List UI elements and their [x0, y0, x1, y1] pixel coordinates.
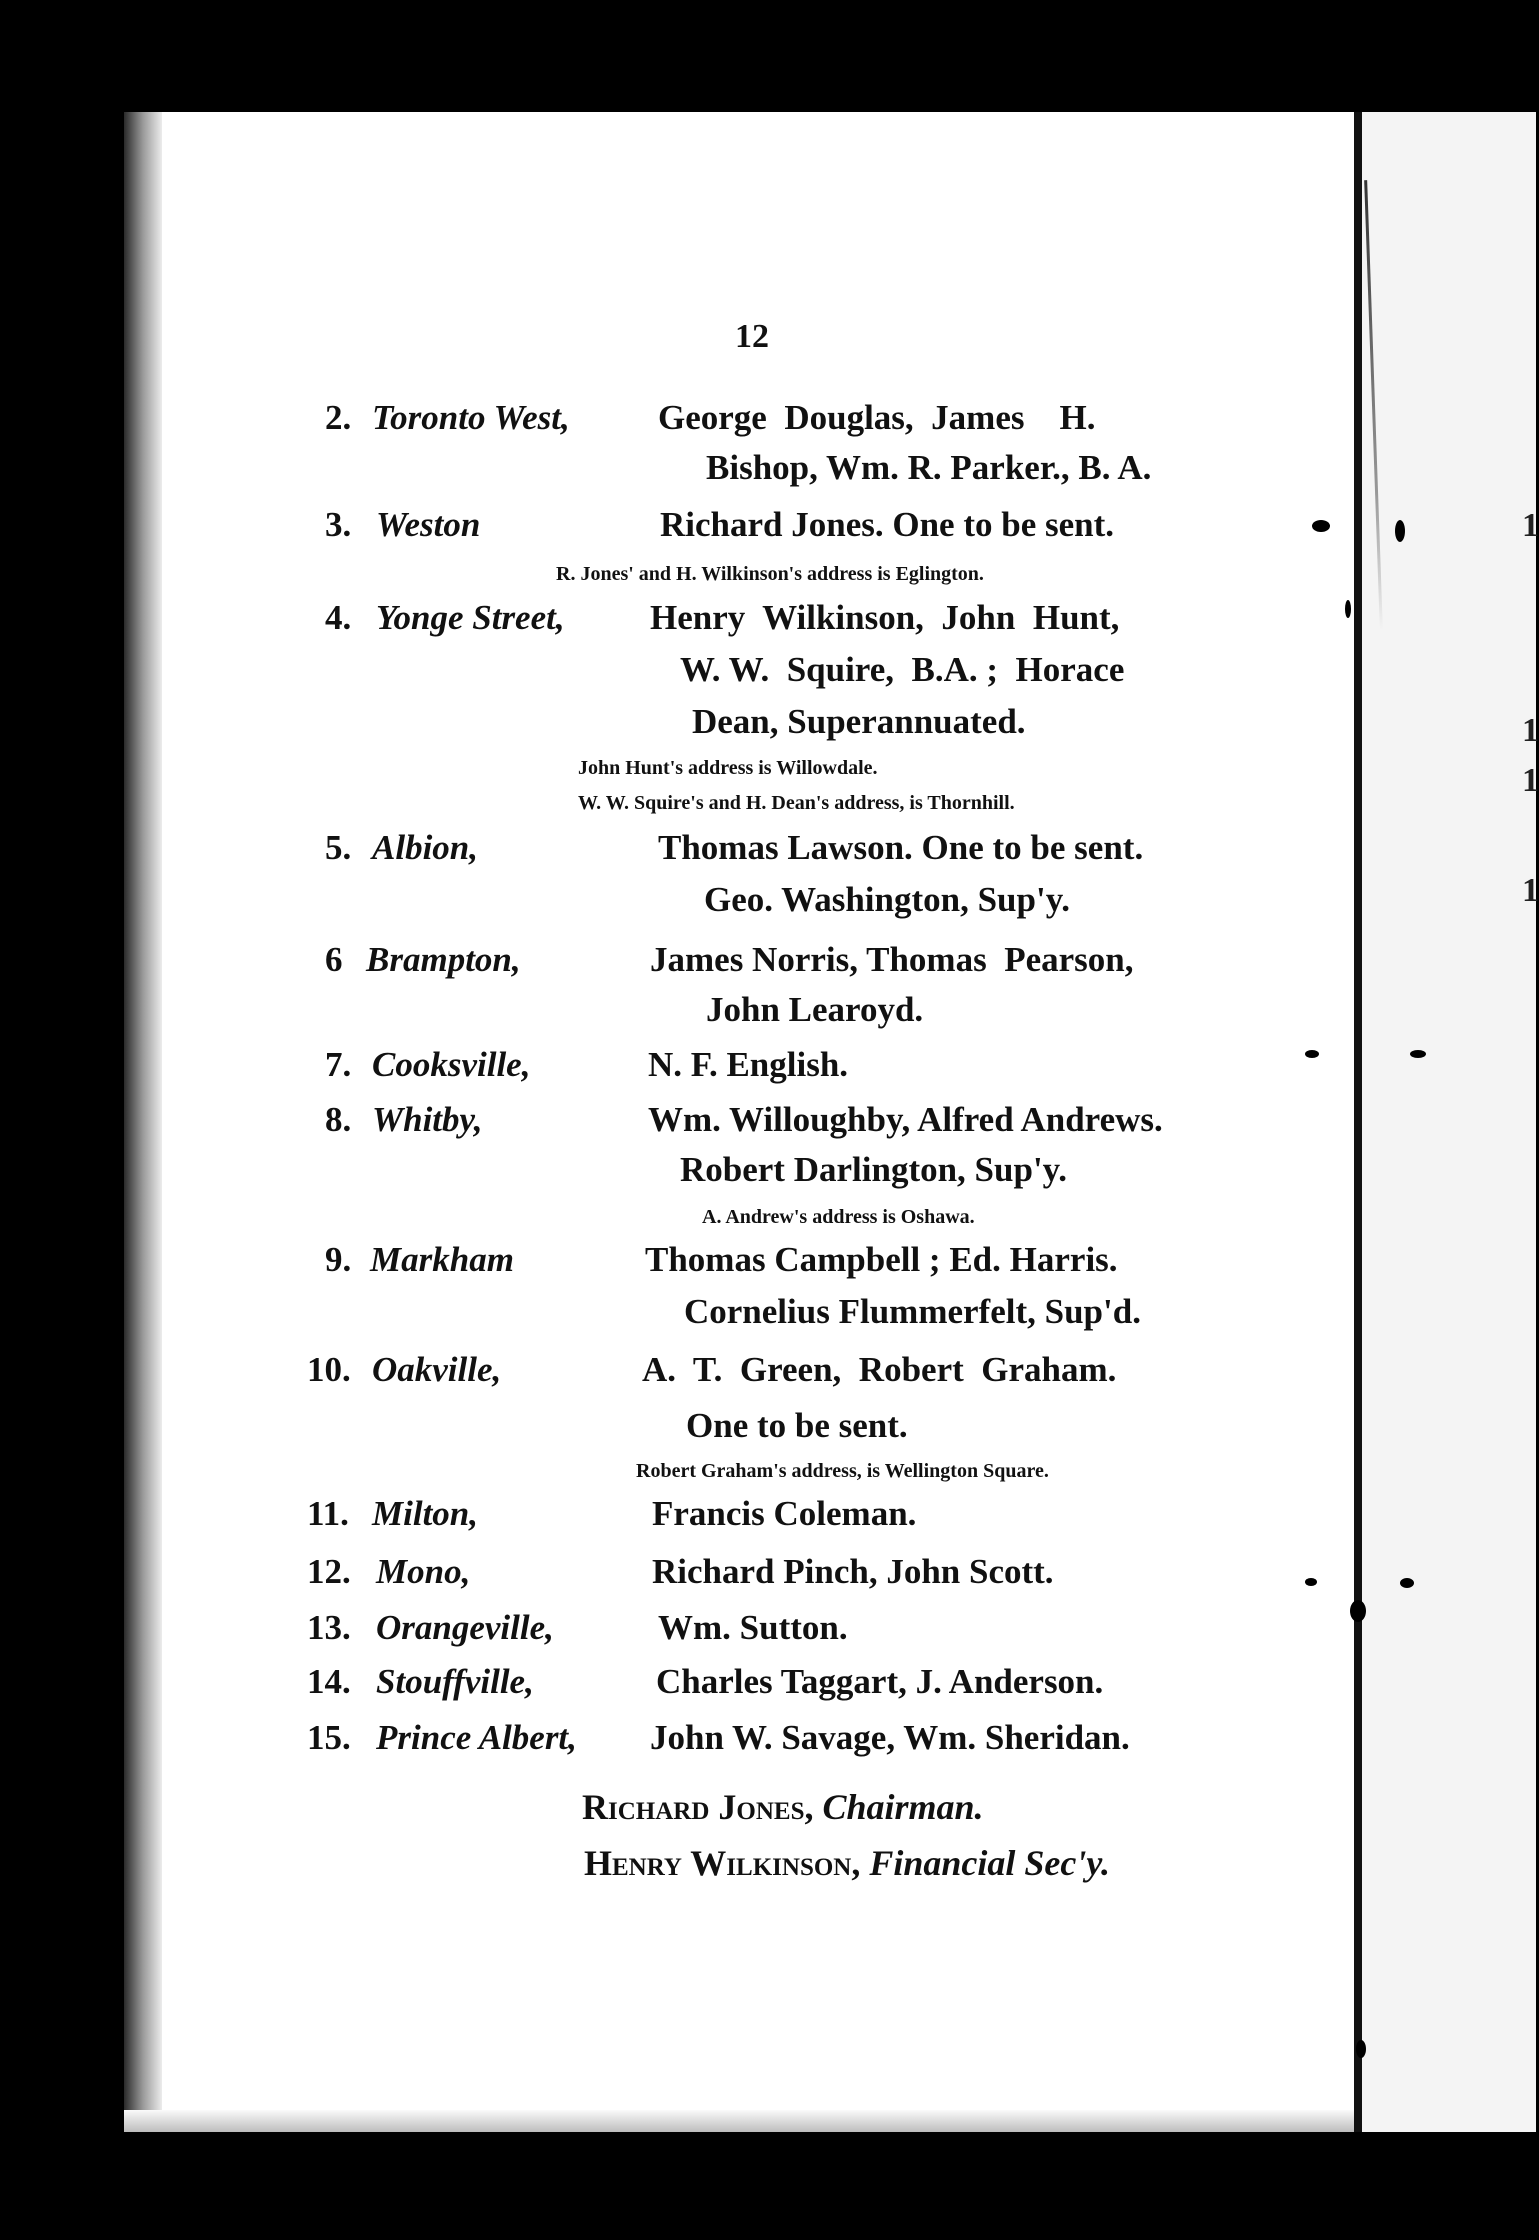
entry-number: 9.: [325, 1240, 352, 1279]
minister-line: Richard Pinch, John Scott.: [652, 1552, 1054, 1591]
address-note: Robert Graham's address, is Wellington Square.: [636, 1460, 1049, 1482]
entry-number: 3.: [325, 505, 352, 544]
minister-line: George Douglas, James H.: [658, 398, 1096, 437]
ink-speck: [1356, 2040, 1366, 2058]
signatory-name: Richard Jones,: [582, 1787, 814, 1827]
signatory-name: Henry Wilkinson,: [584, 1843, 861, 1883]
minister-line: James Norris, Thomas Pearson,: [650, 940, 1134, 979]
ink-speck: [1400, 1578, 1414, 1588]
minister-line: Thomas Campbell ; Ed. Harris.: [645, 1240, 1118, 1279]
ink-speck: [1312, 520, 1330, 532]
circuit-name: Toronto West,: [372, 398, 570, 437]
minister-line: Francis Coleman.: [652, 1494, 917, 1533]
entry-number: 13.: [307, 1608, 351, 1647]
facing-page-edge: 1 1 1 1: [1362, 112, 1536, 2132]
signature-chairman: [582, 1786, 984, 1828]
ink-speck: [1345, 600, 1351, 618]
circuit-name: Mono,: [376, 1552, 471, 1591]
circuit-name: Yonge Street,: [376, 598, 565, 637]
address-note: John Hunt's address is Willowdale.: [578, 757, 878, 779]
ink-speck: [1305, 1578, 1317, 1586]
minister-line: Wm. Sutton.: [658, 1608, 848, 1647]
circuit-name: Weston: [376, 505, 481, 544]
minister-line: W. W. Squire, B.A. ; Horace: [680, 650, 1125, 689]
entry-number: 12.: [307, 1552, 351, 1591]
ink-speck: [1395, 520, 1405, 542]
minister-line: John Learoyd.: [706, 990, 924, 1029]
page-number: 12: [735, 318, 769, 355]
entry-number: 4.: [325, 598, 352, 637]
entry-number: 2.: [325, 398, 352, 437]
circuit-name: Oakville,: [372, 1350, 502, 1389]
minister-line: N. F. English.: [648, 1045, 849, 1084]
circuit-name: Albion,: [372, 828, 479, 867]
minister-line: Geo. Washington, Sup'y.: [704, 880, 1071, 919]
address-note: R. Jones' and H. Wilkinson's address is Eglington.: [556, 563, 984, 585]
entry-number: 14.: [307, 1662, 351, 1701]
minister-line: Cornelius Flummerfelt, Sup'd.: [684, 1292, 1141, 1331]
minister-line: Wm. Willoughby, Alfred Andrews.: [648, 1100, 1163, 1139]
entry-number: 6: [325, 940, 343, 979]
ink-speck: [1305, 1050, 1319, 1058]
circuit-name: Stouffville,: [376, 1662, 534, 1701]
signatory-title: Chairman.: [822, 1787, 984, 1827]
circuit-name: Cooksville,: [372, 1045, 531, 1084]
entry-number: 8.: [325, 1100, 352, 1139]
entry-number: 10.: [307, 1350, 351, 1389]
minister-line: John W. Savage, Wm. Sheridan.: [650, 1718, 1130, 1757]
ink-speck: [1350, 1600, 1366, 1622]
circuit-name: Orangeville,: [376, 1608, 554, 1647]
minister-line: Bishop, Wm. R. Parker., B. A.: [706, 448, 1152, 487]
circuit-name: Prince Albert,: [376, 1718, 577, 1757]
circuit-name: Milton,: [372, 1494, 479, 1533]
entry-number: 5.: [325, 828, 352, 867]
circuit-name: Brampton,: [366, 940, 521, 979]
minister-line: Richard Jones. One to be sent.: [660, 505, 1115, 544]
book-spine: [1354, 112, 1362, 2132]
minister-line: Thomas Lawson. One to be sent.: [658, 828, 1144, 867]
minister-line: Robert Darlington, Sup'y.: [680, 1150, 1067, 1189]
minister-line: Dean, Superannuated.: [692, 702, 1026, 741]
address-note: A. Andrew's address is Oshawa.: [702, 1206, 975, 1228]
circuit-name: Whitby,: [372, 1100, 483, 1139]
signature-financial-secretary: [584, 1842, 1110, 1884]
minister-line: One to be sent.: [686, 1406, 908, 1445]
signatory-title: Financial Sec'y.: [869, 1843, 1111, 1883]
minister-line: Henry Wilkinson, John Hunt,: [650, 598, 1120, 637]
minister-line: Charles Taggart, J. Anderson.: [656, 1662, 1104, 1701]
minister-line: A. T. Green, Robert Graham.: [642, 1350, 1117, 1389]
entry-number: 15.: [307, 1718, 351, 1757]
circuit-name: Markham: [370, 1240, 514, 1279]
ink-speck: [1410, 1050, 1426, 1058]
entry-number: 7.: [325, 1045, 352, 1084]
address-note: W. W. Squire's and H. Dean's address, is Thornhill.: [578, 792, 1015, 814]
entry-number: 11.: [307, 1494, 349, 1533]
